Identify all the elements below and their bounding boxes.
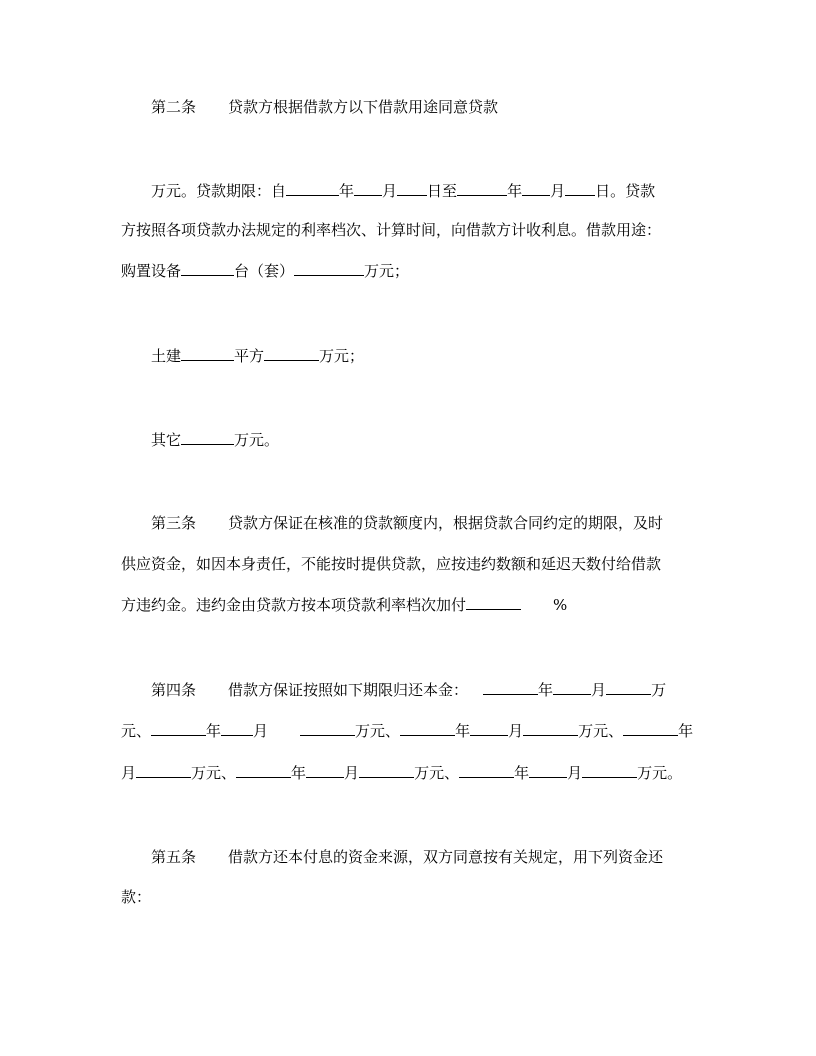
blank-field[interactable] [359,760,414,778]
article-5-text: 款： [121,888,152,906]
month-label: 月 [508,722,524,740]
wanyuan-label: 万元； [319,347,365,365]
article-3-label: 第三条 [151,514,197,532]
blank-field[interactable] [300,718,355,736]
construction-label: 土建 [151,347,182,365]
article-3-line-1 [121,511,697,535]
blank-field[interactable] [459,760,514,778]
wanyuan-label: 万元、 [414,764,460,782]
article-5-label: 第五条 [151,848,197,866]
blank-field[interactable] [236,760,291,778]
blank-field[interactable] [306,760,344,778]
article-4-line-1 [121,677,697,701]
year-label: 年 [206,722,222,740]
year-label: 年 [678,722,694,740]
month-label: 月 [344,764,360,782]
sqm-label: 平方 [234,347,265,365]
month-label: 月 [550,182,566,200]
article-3-line-3 [121,592,697,616]
month-label: 月 [382,182,398,200]
blank-field[interactable] [466,592,521,610]
article-4-text: 借款方保证按照如下期限归还本金： [228,681,469,699]
article-2-term-line [121,178,697,202]
wanyuan-label: 万元； [364,262,410,280]
blank-field[interactable] [529,760,567,778]
equipment-label: 购置设备 [121,262,182,280]
blank-field[interactable] [553,677,591,695]
year-label: 年 [507,182,523,200]
article-2-heading [121,95,697,119]
wan-label: 万 [651,681,667,699]
blank-field[interactable] [136,760,191,778]
year-label: 年 [514,764,530,782]
wanyuan-label: 万元、 [578,722,624,740]
article-2-construction-line [121,343,697,367]
article-2-other-line [121,427,697,451]
blank-field[interactable] [606,677,651,695]
blank-field[interactable] [397,178,427,196]
blank-field[interactable] [457,178,507,196]
blank-field[interactable] [354,178,382,196]
blank-field[interactable] [151,718,206,736]
year-label: 年 [339,182,355,200]
wanyuan-label: 万元、 [355,722,401,740]
article-2-interest-line [121,218,697,242]
interest-text: 方按照各项贷款办法规定的利率档次、计算时间，向借款方计收利息。借款用途： [121,221,662,239]
article-2-equipment-line [121,258,697,282]
article-4-line-2 [121,718,697,742]
blank-field[interactable] [470,718,508,736]
article-5-line-2 [121,885,697,909]
blank-field[interactable] [565,178,595,196]
article-3-text: 贷款方保证在核准的贷款额度内，根据贷款合同约定的期限，及时 [228,514,664,532]
blank-field[interactable] [483,677,538,695]
blank-field[interactable] [181,343,234,361]
other-label: 其它 [151,431,182,449]
yuan-label: 元、 [121,722,152,740]
blank-field[interactable] [582,760,637,778]
article-4-label: 第四条 [151,681,197,699]
blank-field[interactable] [286,178,339,196]
year-label: 年 [291,764,307,782]
article-3-text: 方违约金。违约金由贷款方按本项贷款利率档次加付 [121,596,467,614]
article-2-title: 贷款方根据借款方以下借款用途同意贷款 [228,98,499,116]
percent-sign: % [553,596,568,614]
article-5-text: 借款方还本付息的资金来源，双方同意按有关规定，用下列资金还 [228,848,664,866]
blank-field[interactable] [400,718,455,736]
blank-field[interactable] [264,343,319,361]
month-label: 月 [567,764,583,782]
article-5-line-1 [121,845,697,869]
day-to-label: 日至 [427,182,458,200]
day-end-label: 日。贷款 [595,182,656,200]
year-label: 年 [455,722,471,740]
year-label: 年 [538,681,554,699]
wanyuan-label: 万元。 [234,431,280,449]
article-4-line-3 [121,760,697,784]
article-3-text: 供应资金，如因本身责任，不能按时提供贷款，应按违约数额和延迟天数付给借款 [121,555,662,573]
blank-field[interactable] [294,258,364,276]
article-3-line-2 [121,552,697,576]
blank-field[interactable] [523,718,578,736]
blank-field[interactable] [221,718,253,736]
article-2-label: 第二条 [151,98,197,116]
loan-term-text: 万元。贷款期限：自 [151,182,287,200]
month-label: 月 [253,722,269,740]
blank-field[interactable] [181,258,234,276]
wanyuan-label: 万元、 [191,764,237,782]
wanyuan-end-label: 万元。 [637,764,683,782]
set-label: 台（套） [234,262,295,280]
blank-field[interactable] [522,178,550,196]
blank-field[interactable] [623,718,678,736]
month-label: 月 [121,764,137,782]
month-label: 月 [591,681,607,699]
blank-field[interactable] [181,427,234,445]
